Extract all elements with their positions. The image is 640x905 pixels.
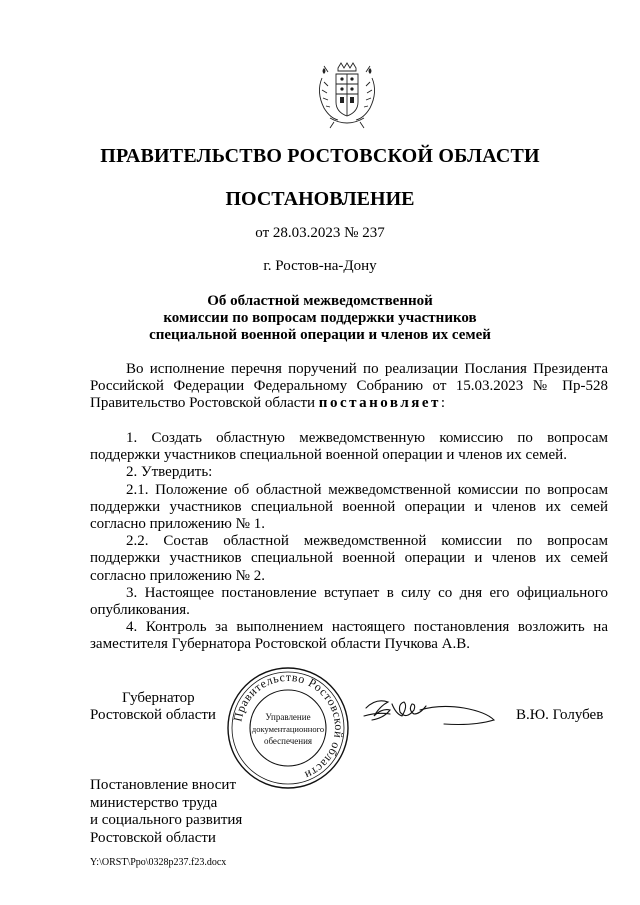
resolution-verb: постановляет: [318, 395, 441, 412]
signatory-position: [90, 690, 216, 724]
stamp-center-text: Управление: [265, 712, 311, 722]
resolution-item: 3. Настоящее постановление вступает в силу со дня его официального опубликования.: [90, 584, 608, 619]
resolution-items: [90, 430, 608, 654]
note-line: Постановление вносит: [90, 777, 237, 793]
resolution-item: 2.2. Состав областной межведомственной комиссии по вопросам поддержки участников специальной военной операции и членов их семей согласно приложению № 2.: [90, 533, 608, 584]
subject-line: Об областной межведомственной: [207, 293, 433, 309]
intro-colon: :: [440, 395, 446, 412]
coat-of-arms-emblem: [314, 60, 380, 130]
document-subject: [0, 293, 640, 344]
note-line: Ростовской области: [90, 829, 216, 846]
resolution-item: 2.1. Положение об областной межведомственной комиссии по вопросам поддержки участников специальной военной операции и членов их семей согласно приложению № 1.: [90, 481, 608, 533]
position-line: Губернатор: [122, 690, 195, 706]
handwritten-signature: [362, 694, 497, 728]
subject-line: специальной военной операции и членов их семей: [149, 327, 491, 343]
submitted-by-note: [90, 777, 242, 847]
date-number: от 28.03.2023 № 237: [255, 225, 385, 241]
position-line: Ростовской области: [90, 707, 216, 723]
note-line: министерство труда: [90, 794, 218, 811]
resolution-item: 4. Контроль за выполнением настоящего постановления возложить на заместителя Губернатора Ростовской области Пучкова А.В.: [90, 619, 608, 653]
org-title: ПРАВИТЕЛЬСТВО РОСТОВСКОЙ ОБЛАСТИ: [100, 145, 540, 167]
stamp-center-text: документационного: [251, 724, 325, 734]
note-line: и социального развития: [90, 812, 243, 828]
intro-paragraph: [90, 361, 608, 413]
stamp-center-text: обеспечения: [263, 736, 313, 746]
file-path: Y:\ORST\Ppo\0328p237.f23.docx: [90, 857, 227, 868]
subject-line: комиссии по вопросам поддержки участников: [163, 310, 477, 326]
stamp-ring-text: Правительство Ростовской области: [230, 669, 347, 783]
official-stamp: [226, 666, 350, 790]
city: г. Ростов-на-Дону: [263, 258, 377, 274]
resolution-item: 2. Утвердить:: [126, 464, 213, 481]
resolution-item: 1. Создать областную межведомственную комиссию по вопросам поддержки участников специальной военной операции и членов их семей.: [90, 430, 608, 464]
intro-text: Во исполнение перечня поручений по реализации Послания Президента Российской Федерации Федеральному Собранию от 15.03.2023 № Пр-528 Правительство Ростовской области: [90, 361, 608, 412]
signatory-name: В.Ю. Голубев: [516, 707, 604, 723]
document-type: ПОСТАНОВЛЕНИЕ: [225, 188, 415, 210]
